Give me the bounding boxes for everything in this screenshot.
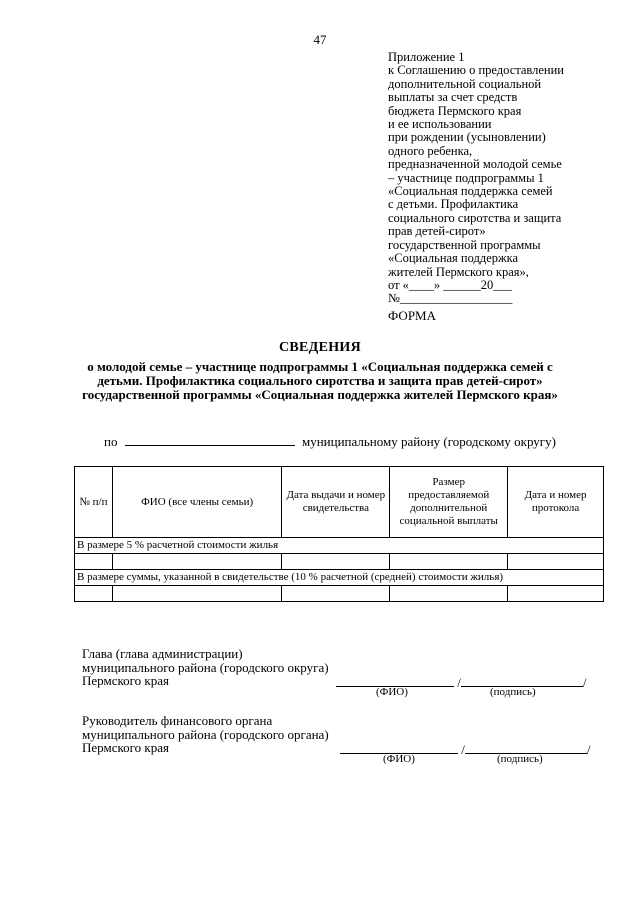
appendix-line: Приложение 1 <box>388 50 465 64</box>
column-header-payment-amount: Размер предоставляемой дополнительной социальной выплаты <box>390 467 508 538</box>
appendix-line: к Соглашению о предоставлении <box>388 63 565 78</box>
table-cell[interactable] <box>390 554 508 570</box>
table-header-row <box>75 467 604 538</box>
table-cell[interactable] <box>508 554 604 570</box>
table-cell[interactable] <box>75 586 113 602</box>
appendix-line: жителей Пермского края», <box>388 264 529 279</box>
head-of-administration-title: Глава (глава администрации) муниципального района (городского округа) Пермского края <box>82 646 329 688</box>
appendix-line: с детьми. Профилактика <box>388 197 519 212</box>
appendix-line: выплаты за счет средств <box>388 90 518 105</box>
appendix-line: бюджета Пермского края <box>388 103 522 118</box>
appendix-line: и ее использовании <box>388 117 492 132</box>
appendix-line: предназначенной молодой семье <box>388 157 562 172</box>
document-title: СВЕДЕНИЯ <box>278 340 362 355</box>
head-signature-caption: (подпись) <box>490 686 536 698</box>
table-cell[interactable] <box>390 586 508 602</box>
district-suffix: муниципальному району (городскому округу) <box>301 434 556 449</box>
appendix-line: №__________________ <box>388 291 513 306</box>
appendix-line: социального сиротства и защита <box>388 210 562 225</box>
table-cell[interactable] <box>282 554 390 570</box>
district-line <box>104 433 556 450</box>
table-cell[interactable] <box>508 586 604 602</box>
appendix-line: прав детей-сирот» <box>388 224 486 239</box>
section-row-10-percent <box>75 570 604 586</box>
finance-head-title: Руководитель финансового органа муниципального района (городского органа) Пермского края <box>82 713 329 755</box>
finance-signature-line: / / <box>340 741 591 758</box>
appendix-line: «Социальная поддержка семей <box>388 184 553 199</box>
appendix-line: – участнице подпрограммы 1 <box>388 170 544 185</box>
table-cell[interactable] <box>75 554 113 570</box>
appendix-line: одного ребенка, <box>388 143 473 158</box>
appendix-line: от «____» ______20___ <box>388 277 513 292</box>
table-cell[interactable] <box>282 586 390 602</box>
appendix-line: дополнительной социальной <box>388 76 542 91</box>
head-fio-caption: (ФИО) <box>376 686 408 698</box>
table-cell[interactable] <box>112 554 282 570</box>
column-header-number: № п/п <box>75 467 113 538</box>
document-subtitle: о молодой семье – участнице подпрограммы 1 «Социальная поддержка семей с детьми. Профилактика социального сиротства и защита прав детей-сирот» государственной программы «Социальная поддержка жителей Пермского края» <box>82 359 558 402</box>
table-row <box>75 554 604 570</box>
head-signature-line: / / <box>336 674 587 691</box>
district-prefix: по <box>104 434 118 449</box>
finance-signature-caption: (подпись) <box>497 753 543 765</box>
appendix-line: при рождении (усыновлении) <box>388 130 546 145</box>
section-row-5-percent <box>75 538 604 554</box>
district-name-field[interactable] <box>125 433 295 446</box>
appendix-block <box>388 51 628 306</box>
column-header-protocol: Дата и номер протокола <box>508 467 604 538</box>
family-data-table <box>74 466 604 602</box>
form-label: ФОРМА <box>388 308 436 323</box>
appendix-line: государственной программы <box>388 237 541 252</box>
column-header-certificate: Дата выдачи и номер свидетельства <box>282 467 390 538</box>
appendix-line: «Социальная поддержка <box>388 251 519 266</box>
section-label: В размере 5 % расчетной стоимости жилья <box>75 538 604 554</box>
table-cell[interactable] <box>112 586 282 602</box>
section-label: В размере суммы, указанной в свидетельстве (10 % расчетной (средней) стоимости жилья) <box>75 570 604 586</box>
column-header-fio: ФИО (все члены семьи) <box>112 467 282 538</box>
table-row <box>75 586 604 602</box>
page-number: 47 <box>313 32 327 47</box>
finance-fio-caption: (ФИО) <box>383 753 415 765</box>
